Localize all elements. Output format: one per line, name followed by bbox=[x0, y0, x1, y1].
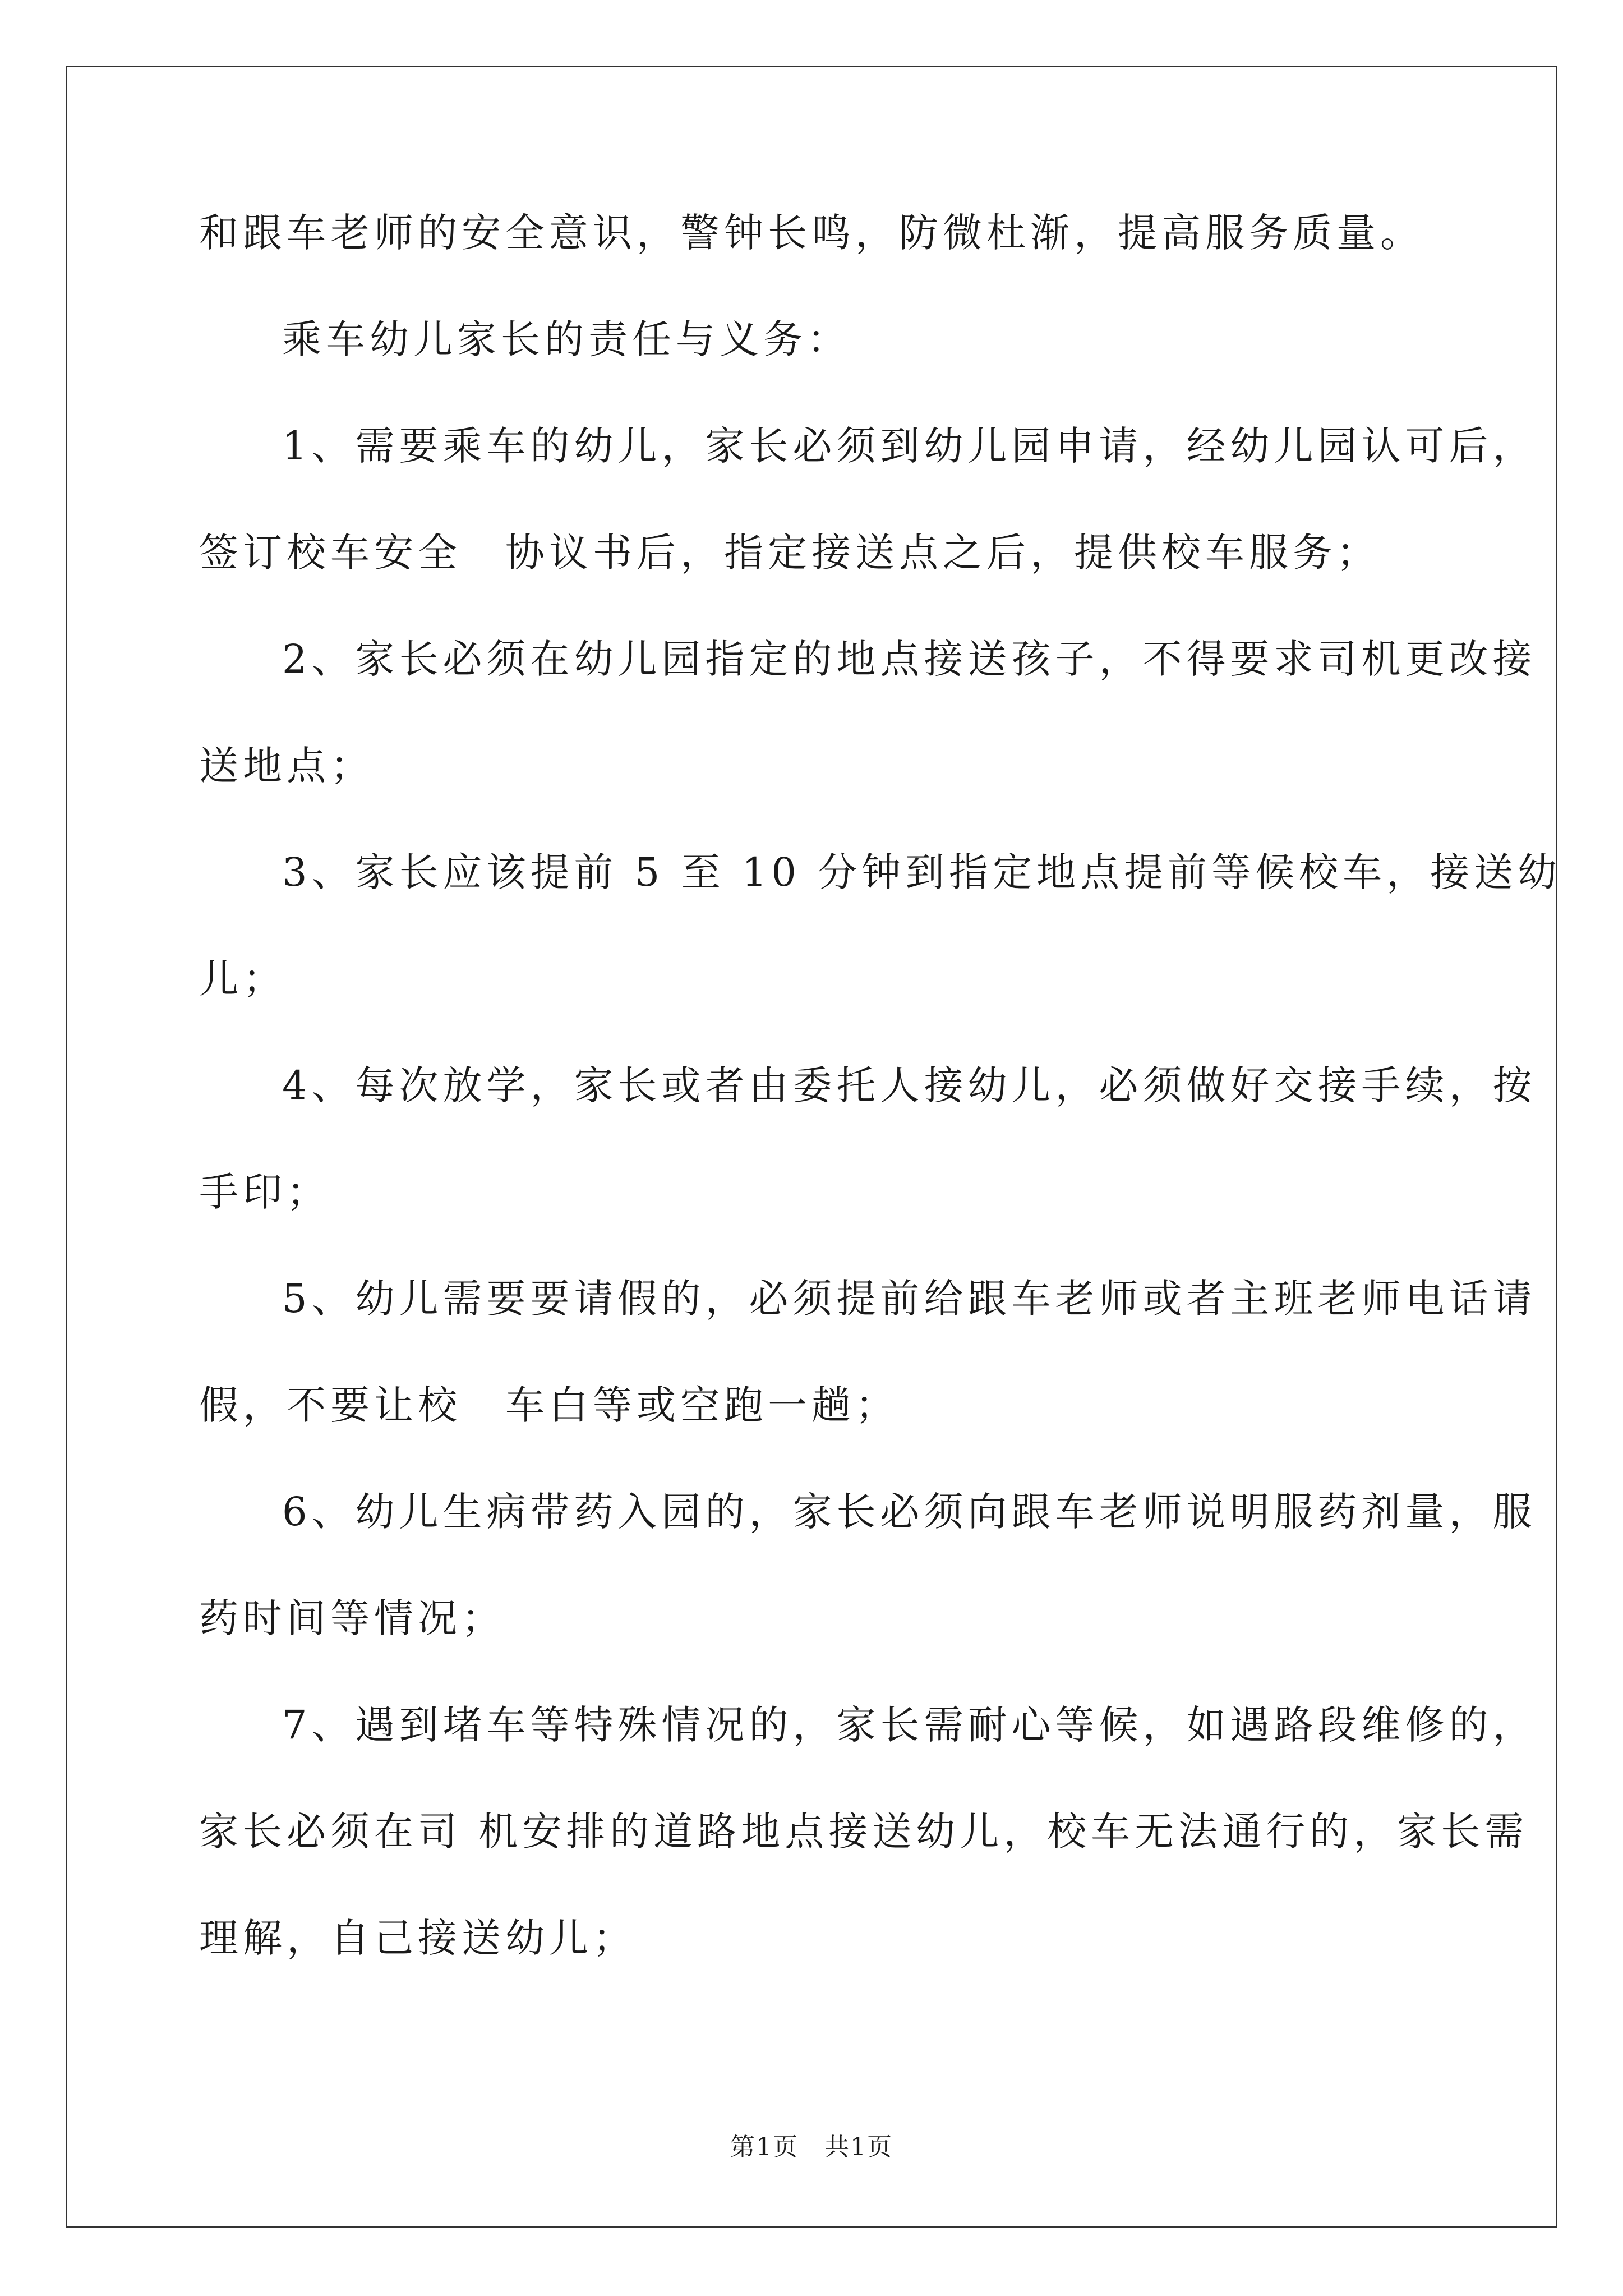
page-footer: 第1页 共1页 bbox=[730, 2133, 893, 2161]
list-item-3-line-2: 儿； bbox=[199, 956, 287, 1002]
list-item-2-line-1: 2、家长必须在幼儿园指定的地点接送孩子，不得要求司机更改接 bbox=[282, 636, 1537, 682]
list-item-3-line-1: 3、家长应该提前 5 至 10 分钟到指定地点提前等候校车，接送幼 bbox=[282, 849, 1562, 895]
section-heading: 乘车幼儿家长的责任与义务： bbox=[282, 316, 851, 362]
page-frame bbox=[66, 66, 1557, 2228]
text-line: 和跟车老师的安全意识，警钟长鸣，防微杜渐，提高服务质量。 bbox=[199, 210, 1424, 256]
list-item-7-line-2: 家长必须在司 机安排的道路地点接送幼儿，校车无法通行的，家长需 bbox=[199, 1809, 1529, 1855]
list-item-1-line-2: 签订校车安全 协议书后，指定接送点之后，提供校车服务； bbox=[199, 530, 1380, 576]
list-item-5-line-1: 5、幼儿需要要请假的，必须提前给跟车老师或者主班老师电话请 bbox=[282, 1276, 1537, 1322]
list-item-7-line-1: 7、遇到堵车等特殊情况的，家长需耐心等候，如遇路段维修的， bbox=[282, 1702, 1537, 1748]
list-item-4-line-1: 4、每次放学，家长或者由委托人接幼儿，必须做好交接手续，按 bbox=[282, 1062, 1537, 1108]
list-item-6-line-1: 6、幼儿生病带药入园的，家长必须向跟车老师说明服药剂量，服 bbox=[282, 1489, 1537, 1535]
list-item-5-line-2: 假，不要让校 车白等或空跑一趟； bbox=[199, 1382, 899, 1428]
list-item-1-line-1: 1、需要乘车的幼儿，家长必须到幼儿园申请，经幼儿园认可后， bbox=[282, 423, 1537, 469]
list-item-6-line-2: 药时间等情况； bbox=[199, 1595, 505, 1641]
list-item-4-line-2: 手印； bbox=[199, 1169, 330, 1215]
list-item-2-line-2: 送地点； bbox=[199, 743, 374, 789]
list-item-7-line-3: 理解，自己接送幼儿； bbox=[199, 1915, 637, 1961]
